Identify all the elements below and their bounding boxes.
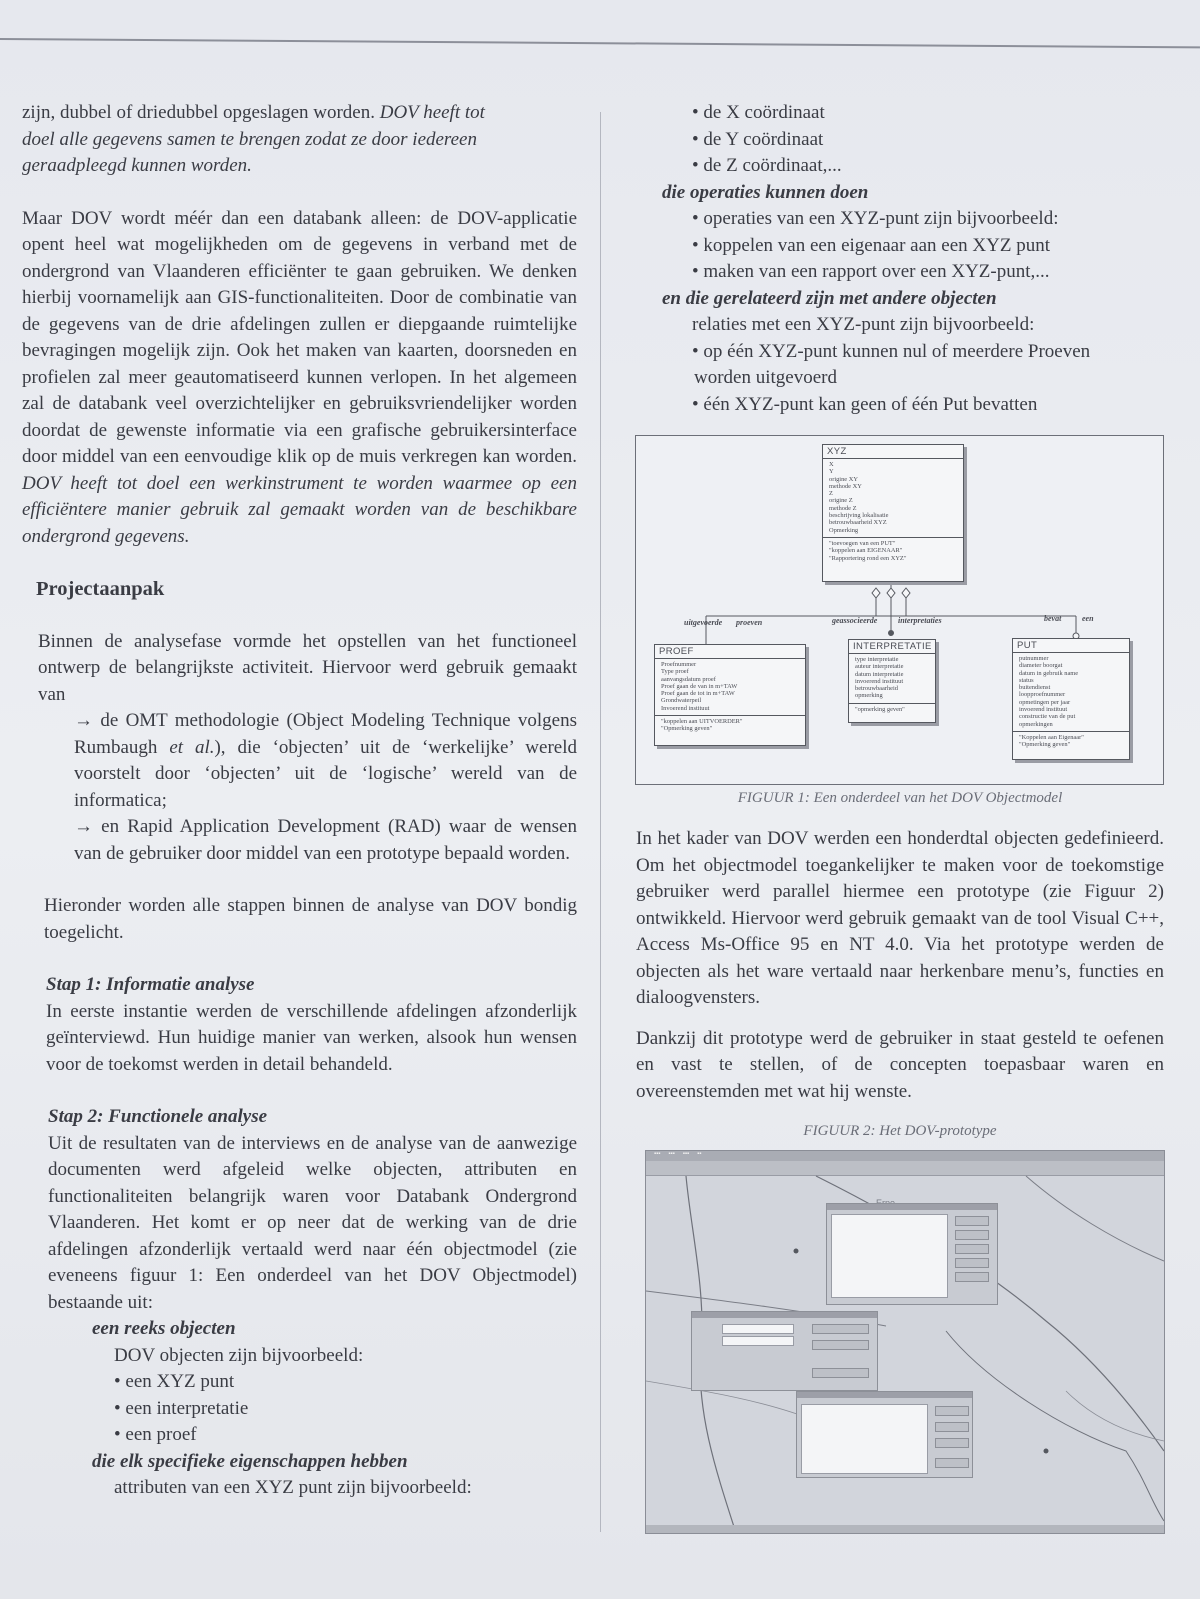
operaties-item: • maken van een rapport over een XYZ-punt,... [692,261,1050,282]
prototype-paragraph: In het kader van DOV werden een honderdtal objecten gedefinieerd. Om het objectmodel toegankelijker te maken voor de toekomstige gebruiker werd parallel hiermee een prototype (zie Figuur 2) ontwikkeld. Hiervoor werd gebruik gemaakt van de tool Visual C++, Access Ms-Office 95 en NT 4.0. Via het prototype werden de objecten als het ware vertaald naar herkenbare menu’s, functies en dialoogvensters. [636,828,1164,1008]
class-operation: "koppelen aan EIGENAAR" [829,547,903,555]
xyz-attributes [823,459,963,538]
column-divider [600,112,601,1532]
figure1-caption: FIGUUR 1: Een onderdeel van het DOV Objectmodel [737,790,1063,806]
class-attribute: methode XY [829,482,862,490]
objecten-item: • een XYZ punt [114,1371,235,1392]
operaties-item: • operaties van een XYZ-punt zijn bijvoorbeeld: [692,208,1059,229]
proef-operations [655,716,805,735]
relation-label: interpretaties [898,616,942,625]
right-column-bottom [636,826,1164,1105]
xyz-class-title: XYZ [823,445,963,459]
proef-class-box [654,644,806,746]
class-attribute: putnummer [1019,655,1049,662]
class-operation: "Opmerking geven" [1019,741,1071,749]
prototype-dialog-1 [826,1203,998,1305]
class-attribute: Proefnummer [661,661,697,668]
xyz-class-box [822,444,964,582]
left-column [22,100,577,1502]
class-attribute: betrouwbaarheid [855,685,898,693]
class-attribute: buitendienst [1019,684,1051,692]
intro-text: zijn, dubbel of driedubbel opgeslagen worden. [22,102,380,123]
relation-label: proeven [736,618,763,627]
operaties-item: • koppelen van een eigenaar aan een XYZ punt [692,234,1050,256]
figure2-caption: FIGUUR 2: Het DOV-prototype [803,1123,997,1139]
put-attributes [1013,653,1129,732]
class-attribute: opmetingen per jaar [1019,698,1071,706]
prototype-dialog-2 [691,1311,878,1391]
put-class-title: PUT [1013,639,1129,653]
class-operation: "Rapportering rond een XYZ" [829,554,907,562]
class-attribute: loopproefnummer [1019,691,1066,699]
objecten-intro: DOV objecten zijn bijvoorbeeld: [114,1344,364,1366]
omt-bullet-text: → de OMT methodologie (Object Modeling Technique volgens Rumbaugh [74,710,577,758]
put-operations [1013,732,1129,751]
section-heading: Projectaanpak [36,578,165,600]
analysis-paragraph: Binnen de analysefase vormde het opstellen van het functioneel ontwerp de belangrijkste activiteit. Hiervoor werd gebruik gemaakt van [38,630,577,705]
step2-text: Uit de resultaten van de interviews en de analyse van de aanwezige documenten werd afgeleid welke objecten, attributen en functionaliteiten belangrijk waren voor Databank Ondergrond Vlaanderen. Het komt er op neer dat de werking van de drie afdelingen afzonderlijk vertaald werd naar één objectmodel (zie eveneens figuur 1: Een onderdeel van het DOV Objectmodel) bestaande uit: [48,1132,577,1313]
relation-label: geassocieerde [832,616,878,625]
relation-label: uitgevoerde [684,618,723,627]
eigenschappen-intro: attributen van een XYZ punt zijn bijvoorbeeld: [114,1477,472,1498]
class-attribute: invoerend instituut [1019,706,1068,714]
attr-item: • de Z coördinaat,... [692,155,842,176]
objecten-item: • een proef [114,1424,197,1445]
class-operation: "opmerking geven" [855,705,905,713]
attr-item: • de X coördinaat [692,102,825,123]
relaties-item: worden uitgevoerd [694,367,837,388]
class-attribute: origine Z [829,497,853,505]
dov-paragraph-italic: DOV heeft tot doel een werkinstrument te worden waarmee op een efficiëntere manier gebruik zal gemaakt worden van de beschikbare ondergrond gegevens. [22,472,577,547]
step1-text: In eerste instantie werden de verschillende afdelingen afzonderlijk geïnterviewd. Hun huidige manier van werken, alsook hun wensen voor de toekomst werden in detail behandeld. [46,1000,577,1075]
put-class-box [1012,638,1130,760]
class-attribute: datum interpretatie [855,670,904,678]
rad-bullet: → en Rapid Application Development (RAD) waar de wensen van de gebruiker door middel van een prototype bepaald worden. [74,816,577,864]
omt-bullet [22,708,577,814]
intro-paragraph [22,100,577,180]
dov-paragraph [22,206,577,551]
xyz-operations [823,538,963,564]
class-attribute: constructie van de put [1019,713,1076,721]
operaties-title: die operaties kunnen doen [662,181,869,203]
interpretatie-class-title: INTERPRETATIE [849,640,935,654]
relaties-item: • op één XYZ-punt kunnen nul of meerdere Proeven [692,340,1091,362]
interpretatie-operations [849,704,935,715]
steps-intro: Hieronder worden alle stappen binnen de analyse van DOV bondig toegelicht. [44,895,577,943]
class-attribute: opmerkingen [1019,720,1053,728]
relaties-title: en die gerelateerd zijn met andere objecten [662,287,997,309]
class-attribute: auteur interpretatie [855,663,904,671]
class-attribute: Proef gaan de van in m+TAW [661,682,738,690]
class-attribute: datum in gebruik name [1019,669,1079,677]
eigenschappen-title: die elk specifieke eigenschappen hebben [92,1450,408,1472]
relation-label: een [1082,614,1094,623]
attr-item: • de Y coördinaat [692,128,824,150]
dov-paragraph-text: Maar DOV wordt méér dan een databank alleen: de DOV-applicatie opent heel wat mogelijkheden om de gegevens in verband met de ondergrond van Vlaanderen efficiënter te gaan gebruiken. We denken hierbij voornamelijk aan GIS-functionaliteiten. Door de combinatie van de gegevens van de drie afdelingen zullen er diepgaande ruimtelijke bevragingen mogelijk zijn. Ook het maken van kaarten, doorsneden en profielen zal meer geautomatiseerd kunnen verlopen. In het algemeen zal de databank veel overzichtelijker en gebruiksvriendelijker worden doordat de gewenste informatie via een grafische gebruikersinterface door middel van een eenvoudige klik op de muis verkregen kan worden. [22,207,577,467]
class-attribute: Proef gaan de tot in m+TAW [661,690,735,698]
class-operation: "Koppelen aan Eigenaar" [1019,733,1084,741]
class-attribute: Z [829,490,833,498]
class-attribute: Type proef [661,668,689,676]
class-attribute: origine XY [829,475,858,483]
interpretatie-attributes [849,654,935,704]
right-column-top [632,100,1170,418]
intro-italic-3: geraadpleegd kunnen worden. [22,155,252,176]
step1-title: Stap 1: Informatie analyse [46,974,255,995]
class-attribute: status [1019,676,1034,684]
object-model-diagram [635,435,1164,785]
omt-bullet-italic: et al. [169,736,215,758]
class-attribute: opmerking [855,692,883,700]
prototype-screenshot [645,1150,1165,1534]
prototype-result-paragraph: Dankzij dit prototype werd de gebruiker in staat gesteld te oefenen en vast te stellen, of de concepten toepasbaar waren en overeenstemden met wat hij wenste. [636,1027,1164,1102]
class-attribute: type interpretatie [855,656,899,663]
class-attribute: Invoerend instituut [661,704,710,712]
interpretatie-class-box [848,639,936,723]
class-attribute: beschrijving lokalisatie [829,512,889,520]
class-attribute: methode Z [829,504,857,512]
prototype-dialog-3 [796,1391,973,1478]
proef-class-title: PROEF [655,645,805,659]
objecten-title: een reeks objecten [92,1318,236,1339]
class-operation: "Opmerking geven" [661,725,713,733]
relaties-item: • één XYZ-punt kan geen of één Put bevatten [692,393,1038,415]
class-attribute: invoerend instituut [855,677,904,685]
class-operation: "koppelen aan UITVOERDER" [661,718,743,726]
header-rule [0,38,1200,48]
intro-italic-2: doel alle gegevens samen te brengen zodat ze door iedereen [22,128,477,150]
class-attribute: aanvangsdatum proef [661,675,716,683]
class-attribute: X [829,461,834,468]
prototype-menubar: ▪▪▪ ▪▪▪ ▪▪▪ ▪▪ [646,1151,1164,1161]
intro-italic-1: DOV heeft tot [379,102,485,123]
proef-attributes [655,659,805,716]
class-attribute: Y [829,468,834,476]
class-attribute: Opmerking [829,526,859,534]
class-operation: "toevoegen van een PUT" [829,539,896,547]
step2-title: Stap 2: Functionele analyse [48,1106,268,1127]
relaties-intro: relaties met een XYZ-punt zijn bijvoorbeeld: [692,314,1035,335]
relation-label: bevat [1044,614,1062,623]
omt-bullet-rest: ), die ‘objecten’ uit de ‘werkelijke’ wereld voorstelt door ‘objecten’ uit de ‘logische’ wereld van de informatica; [74,736,577,811]
objecten-item: • een interpretatie [114,1397,249,1419]
prototype-statusbar [646,1525,1164,1533]
class-attribute: Grondwaterpeil [661,697,702,705]
class-attribute: betrouwbaarheid XYZ [829,519,887,527]
class-attribute: diameter boorgat [1019,662,1063,670]
